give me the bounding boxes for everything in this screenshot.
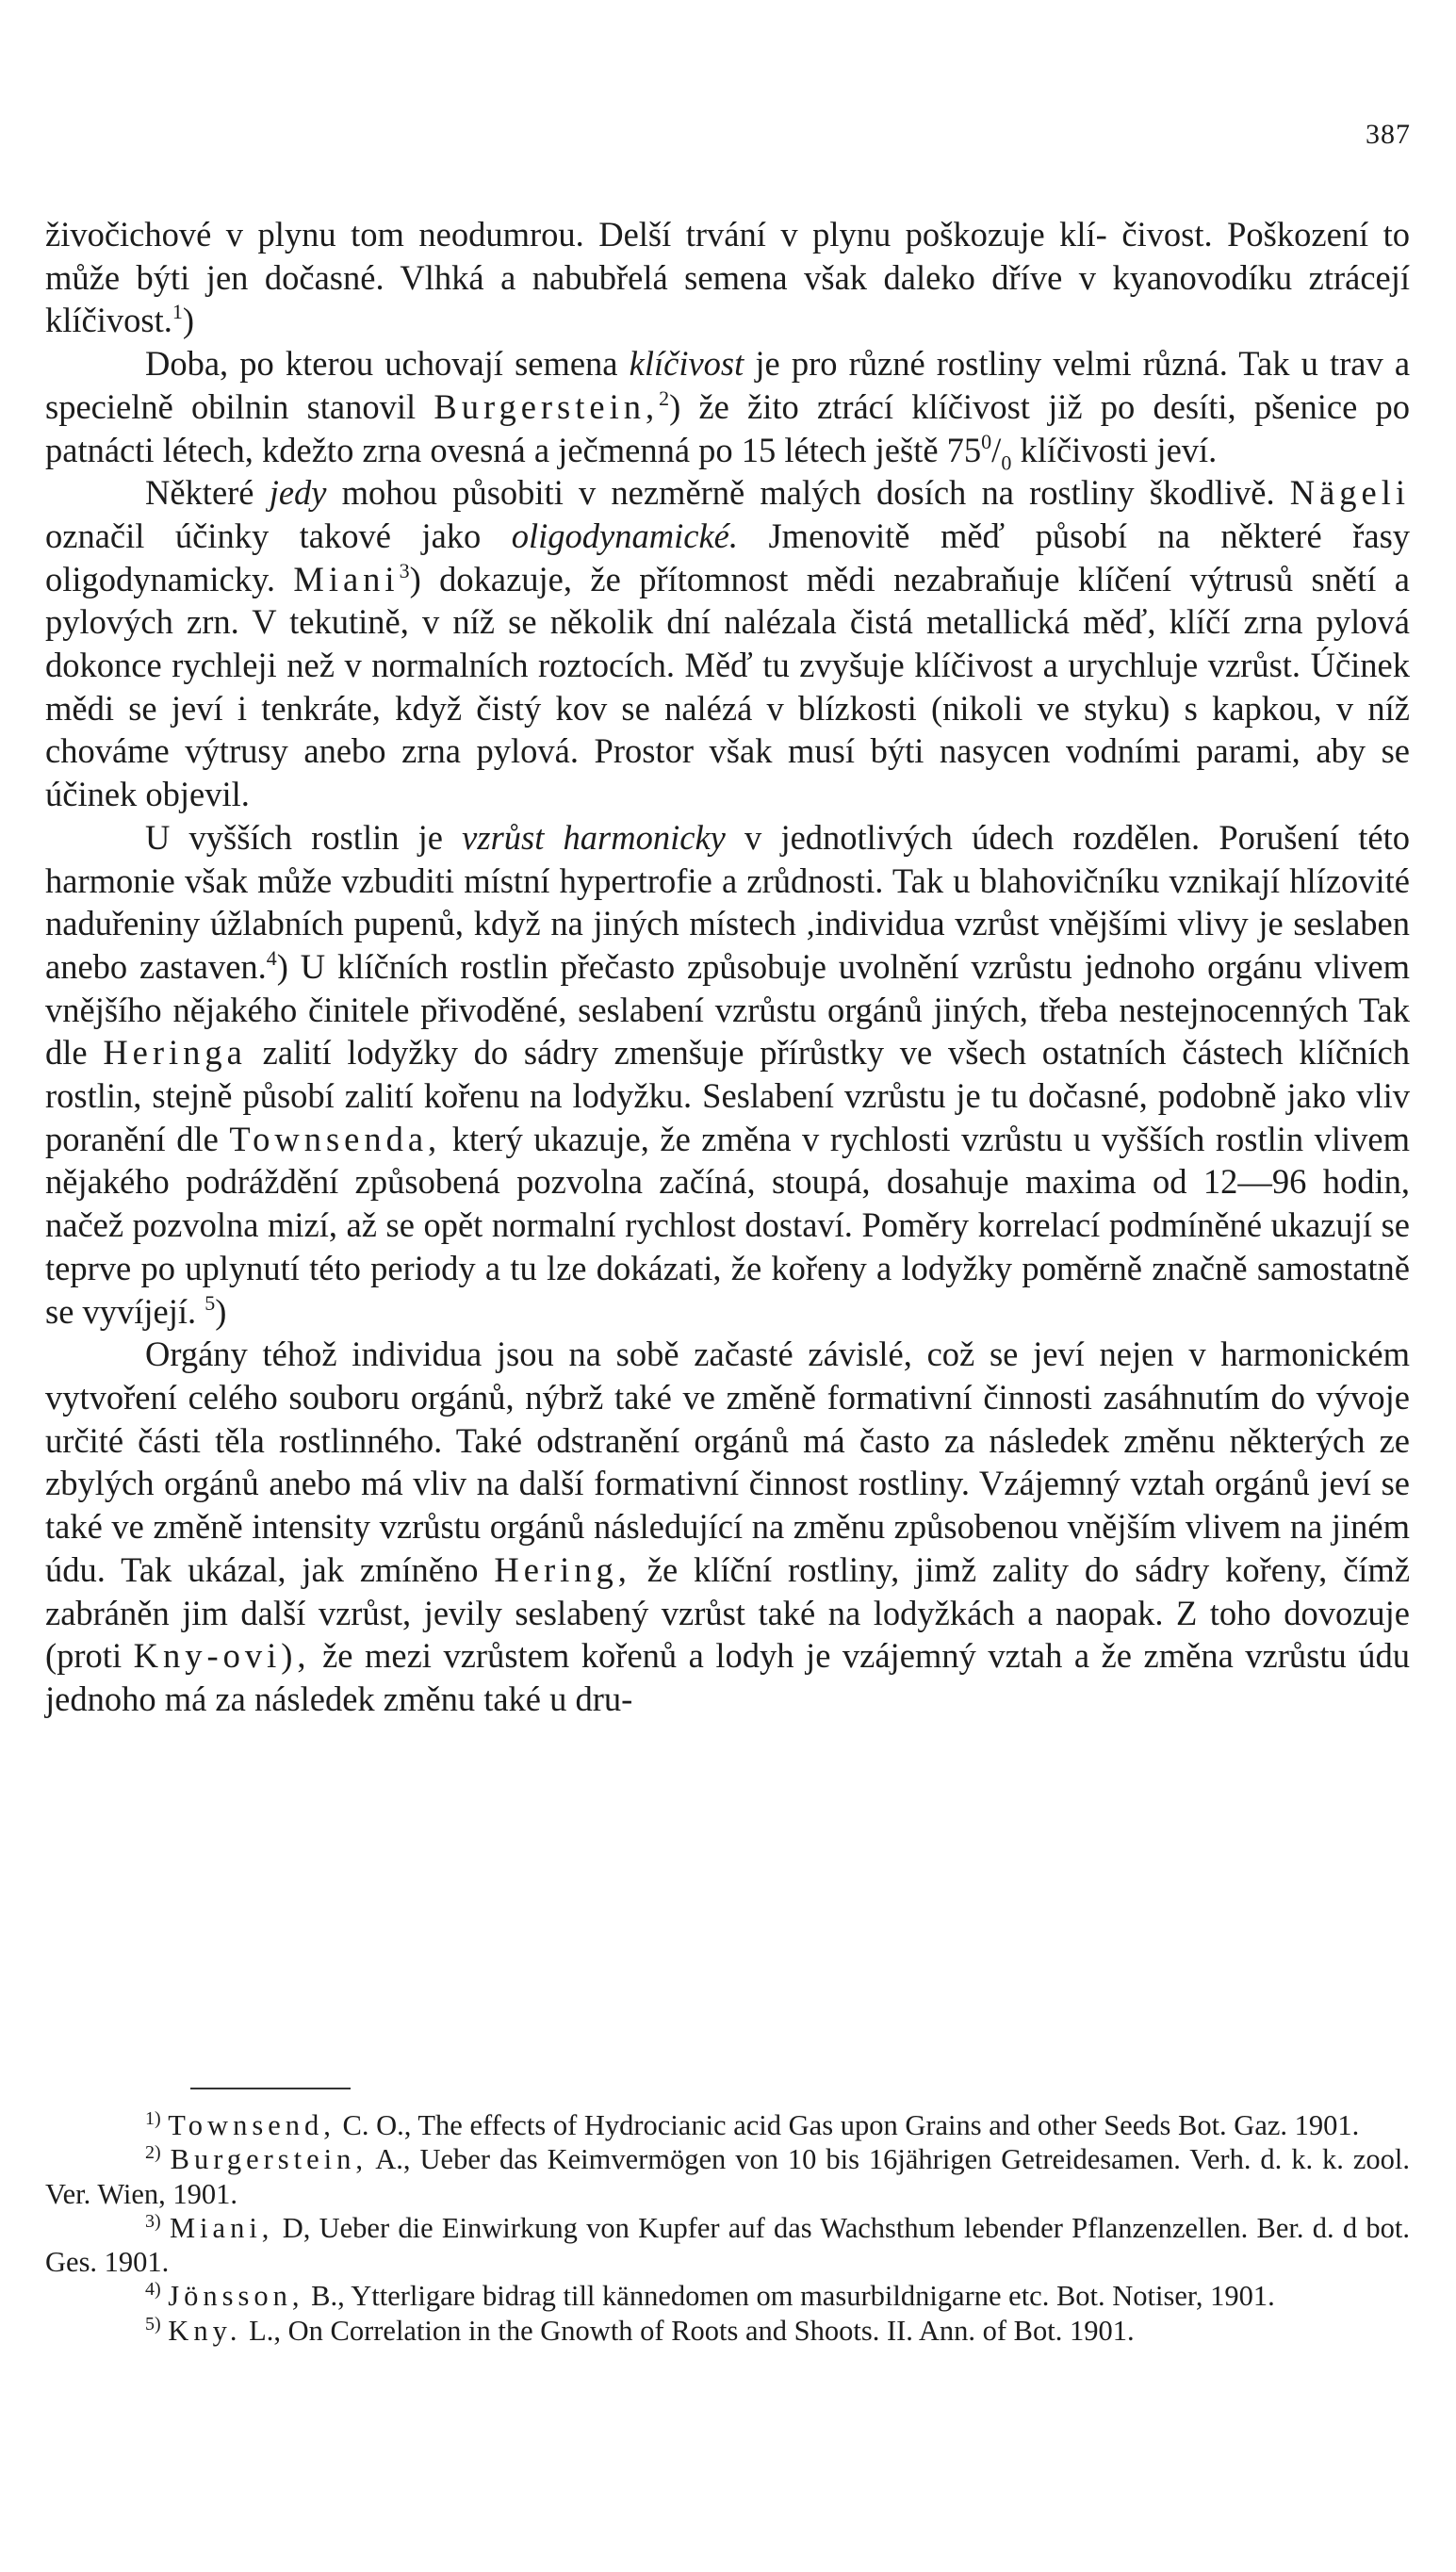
footnote-ref-1: 1: [172, 300, 183, 324]
p2-text-a: Doba, po kterou uchovají semena: [145, 344, 618, 384]
footnote-text: C. O., The effects of Hydrocianic acid Gas upon Grains and other Seeds Bot. Gaz. 1901.: [342, 2109, 1360, 2141]
footnote-1: [45, 2108, 1410, 2142]
footnote-text: B., Ytterligare bidrag till kännedomen om masurbildnigarne etc. Bot. Notiser, 1901.: [311, 2280, 1275, 2313]
page-number: 387: [1366, 119, 1411, 150]
footnote-author: Townsend,: [168, 2109, 335, 2141]
p3-text-c: označil účinky takové jako: [45, 516, 482, 555]
p2-text-d: klíčivosti jeví.: [1020, 430, 1218, 469]
p3-author-1: Nägeli: [1289, 473, 1411, 513]
footnote-author: Burgerstein,: [170, 2143, 368, 2176]
p4-term: vzrůst harmonicky: [462, 817, 726, 857]
percent-sub: 0: [1001, 450, 1012, 474]
p5-text-b: že klíční rostliny, jimž zality do sádry kořeny, čímž zabráněn jim další vzrůst, jevily seslabený vzrůst také na lodyžkách a naopak. Z toho dovozuje (proti: [45, 1549, 1411, 1676]
footnote-mark: 4): [145, 2279, 161, 2301]
footnote-4: [45, 2279, 1410, 2313]
p3-text-a: Některé: [145, 473, 254, 513]
p3-term-1: jedy: [269, 473, 327, 513]
footnote-ref-4: 4: [266, 945, 277, 970]
footnote-ref-2: 2: [659, 385, 670, 410]
footnote-text: L., On Correlation in the Gnowth of Roots and Shoots. II. Ann. of Bot. 1901.: [249, 2314, 1135, 2347]
p2-author: Burgerstein,: [434, 386, 660, 426]
paragraph-4: [45, 816, 1410, 1333]
footnote-5: [45, 2314, 1410, 2348]
footnote-3: [45, 2211, 1410, 2280]
footnote-mark: 1): [145, 2108, 161, 2129]
p4-text-d: zalití lodyžky do sádry zmenšuje přírůstky ve všech ostatních částech klíčních rostlin, stejně působí zalití kořenu na lodyžku. Seslabení vzrůstu je tu dočasné, podobně jako vliv poranění dle: [45, 1033, 1410, 1158]
p4-author-2: Townsenda,: [229, 1119, 442, 1158]
footnote-ref-5: 5: [204, 1290, 216, 1315]
footnotes: [45, 2108, 1410, 2348]
footnote-text: D, Ueber die Einwirkung von Kupfer auf das Wachsthum lebender Pflanzenzellen. Ber. d. d bot. Ges. 1901.: [45, 2211, 1411, 2279]
p5-author-1: Hering,: [494, 1549, 631, 1589]
p1-line-3: však daleko dříve v kyanovodíku ztrácejí klíčivost.: [45, 257, 1410, 340]
p3-text-e: ) dokazuje, že přítomnost mědi nezabraňuje klíčení výtrusů snětí a pylových zrn. V tekutině, v níž se několik dní nalézala čistá metallická měď, klíčí zrna pylová dokonce rychleji než v normalních roztocích. Měď tu zvyšuje klíčivost a urychluje vzrůst. Účinek mědi se jeví i tenkráte, když čistý kov se nalézá v blízkosti (nikoli ve styku) s kapkou, v níž chováme výtrusy anebo zrna pylová. Prostor však musí býti nasycen vodními parami, aby se účinek objevil.: [45, 559, 1410, 814]
p5-text-c: že mezi vzrůstem kořenů a lodyh je vzájemný vztah a že změna vzrůstu údu jednoho má za následek změnu také u dru-: [45, 1636, 1411, 1718]
p3-term-2: oligodynamické.: [511, 516, 738, 555]
paragraph-1: živočichové v plynu tom neodumrou. Delší trvání v plynu poškozuje klí- čivost. Poškození to může býti jen dočasné. Vlhká a nabubřelá semena však daleko dříve v kyanovodíku ztrácejí klíčivost.$^1$): [45, 215, 1411, 340]
paragraph-3: [45, 471, 1410, 816]
body-text: [45, 213, 1410, 1721]
p4-text-f: ): [215, 1291, 227, 1331]
p4-text-e: který ukazuje, že změna v rychlosti vzrůstu u vyšších rostlin vlivem nějakého podráždění způsobená pozvolna začíná, stoupá, dosahuje maxima od 12—96 hodin, načež pozvolna mizí, až se opět normalní rychlost dostaví. Poměry korrelací podmíněné ukazují se teprve po uplynutí této periody a tu lze dokázati, že kořeny a lodyžky poměrně značně samostatně se vyvíjejí.: [45, 1119, 1411, 1331]
footnote-author: Miani,: [169, 2211, 274, 2244]
paragraph-5: [45, 1333, 1410, 1720]
footnote-author: Kny.: [168, 2314, 242, 2347]
footnote-mark: 2): [145, 2142, 161, 2164]
footnote-divider: [190, 2088, 351, 2089]
footnote-author: Jönsson,: [168, 2280, 304, 2313]
footnote-ref-3: 3: [399, 558, 410, 582]
p2-term: klíčivost: [629, 344, 744, 384]
p4-text-b: v jednotlivých údech rozdělen. Porušení této harmonie však může vzbuditi místní hypertrofie a zrůdnosti. Tak u blahovičníku vznikají hlízovité naduřeniny úžlabních pupenů, když na jiných místech ,individua vzrůst vnějšími vlivy je seslaben anebo zastaven.: [45, 817, 1411, 986]
footnote-mark: 5): [145, 2313, 161, 2334]
p1-line-1: živočichové v plynu tom neodumrou. Delší trvání v plynu poškozuje klí-: [45, 215, 1107, 254]
p3-text-d: Jmenovitě měď působí na některé řasy oligodynamicky.: [45, 516, 1411, 598]
p5-author-2: Kny-ovi),: [133, 1636, 311, 1676]
p4-text-a: U vyšších rostlin je: [145, 817, 443, 857]
percent-slash: /: [991, 430, 1002, 469]
percent-sup: 0: [981, 429, 992, 453]
p2-text-c: že žito ztrácí klíčivost již po desíti, pšenice po patnácti létech, kdežto zrna ovesná a ječmenná po 15 létech ještě 75: [45, 386, 1410, 469]
p5-text-a: Orgány téhož individua jsou na sobě začasté závislé, což se jeví nejen v harmonickém vytvoření celého souboru orgánů, nýbrž také ve změně formativní činnosti zasáhnutím do vývoje určité části těla rostlinného. Také odstranění orgánů má často za následek změnu některých ze zbylých orgánů anebo má vliv na další formativní činnost rostliny. Vzájemný vztah orgánů jeví se také ve změně intensity vzrůstu orgánů následující na změnu způsobenou vnějším vlivem na jiném údu. Tak ukázal, jak zmíněno: [45, 1335, 1410, 1589]
footnote-2: [45, 2142, 1410, 2211]
p3-author-2: Miani: [293, 559, 400, 598]
p4-author-1: Heringa: [103, 1033, 247, 1073]
footnote-mark: 3): [145, 2210, 161, 2232]
footnote-text: A., Ueber das Keimvermögen von 10 bis 16jährigen Getreidesamen. Verh. d. k. k. zool. Ver. Wien, 1901.: [45, 2143, 1411, 2210]
p1-line-2: čivost. Poškození to může býti jen dočasné. Vlhká a nabubřelá semena: [45, 215, 1411, 297]
p3-text-b: mohou působiti v nezměrně malých dosích na rostliny škodlivě.: [341, 473, 1275, 513]
p2-text-b: je pro různé rostliny velmi různá. Tak u trav a specielně obilnin stanovil: [45, 344, 1411, 426]
paragraph-2: Doba, po kterou uchovají semena klíčivost je pro různé rostliny velmi různá. Tak u trav a specielně obilnin stanovil Burgerstein,$^2$) že žito ztrácí klíčivost již po desíti, pšenice po patnácti létech, kdežto zrna ovesná a ječmenná po 15 létech ještě $75^0/_0$ klíčivosti jeví.: [45, 344, 1411, 474]
p4-text-c: ) U klíčních rostlin přečasto způsobuje uvolnění vzrůstu jednoho orgánu vlivem vnějšího nějakého činitele přivoděné, seslabení vzrůstu orgánů jiných, třeba nestejnocenných Tak dle: [45, 946, 1410, 1073]
